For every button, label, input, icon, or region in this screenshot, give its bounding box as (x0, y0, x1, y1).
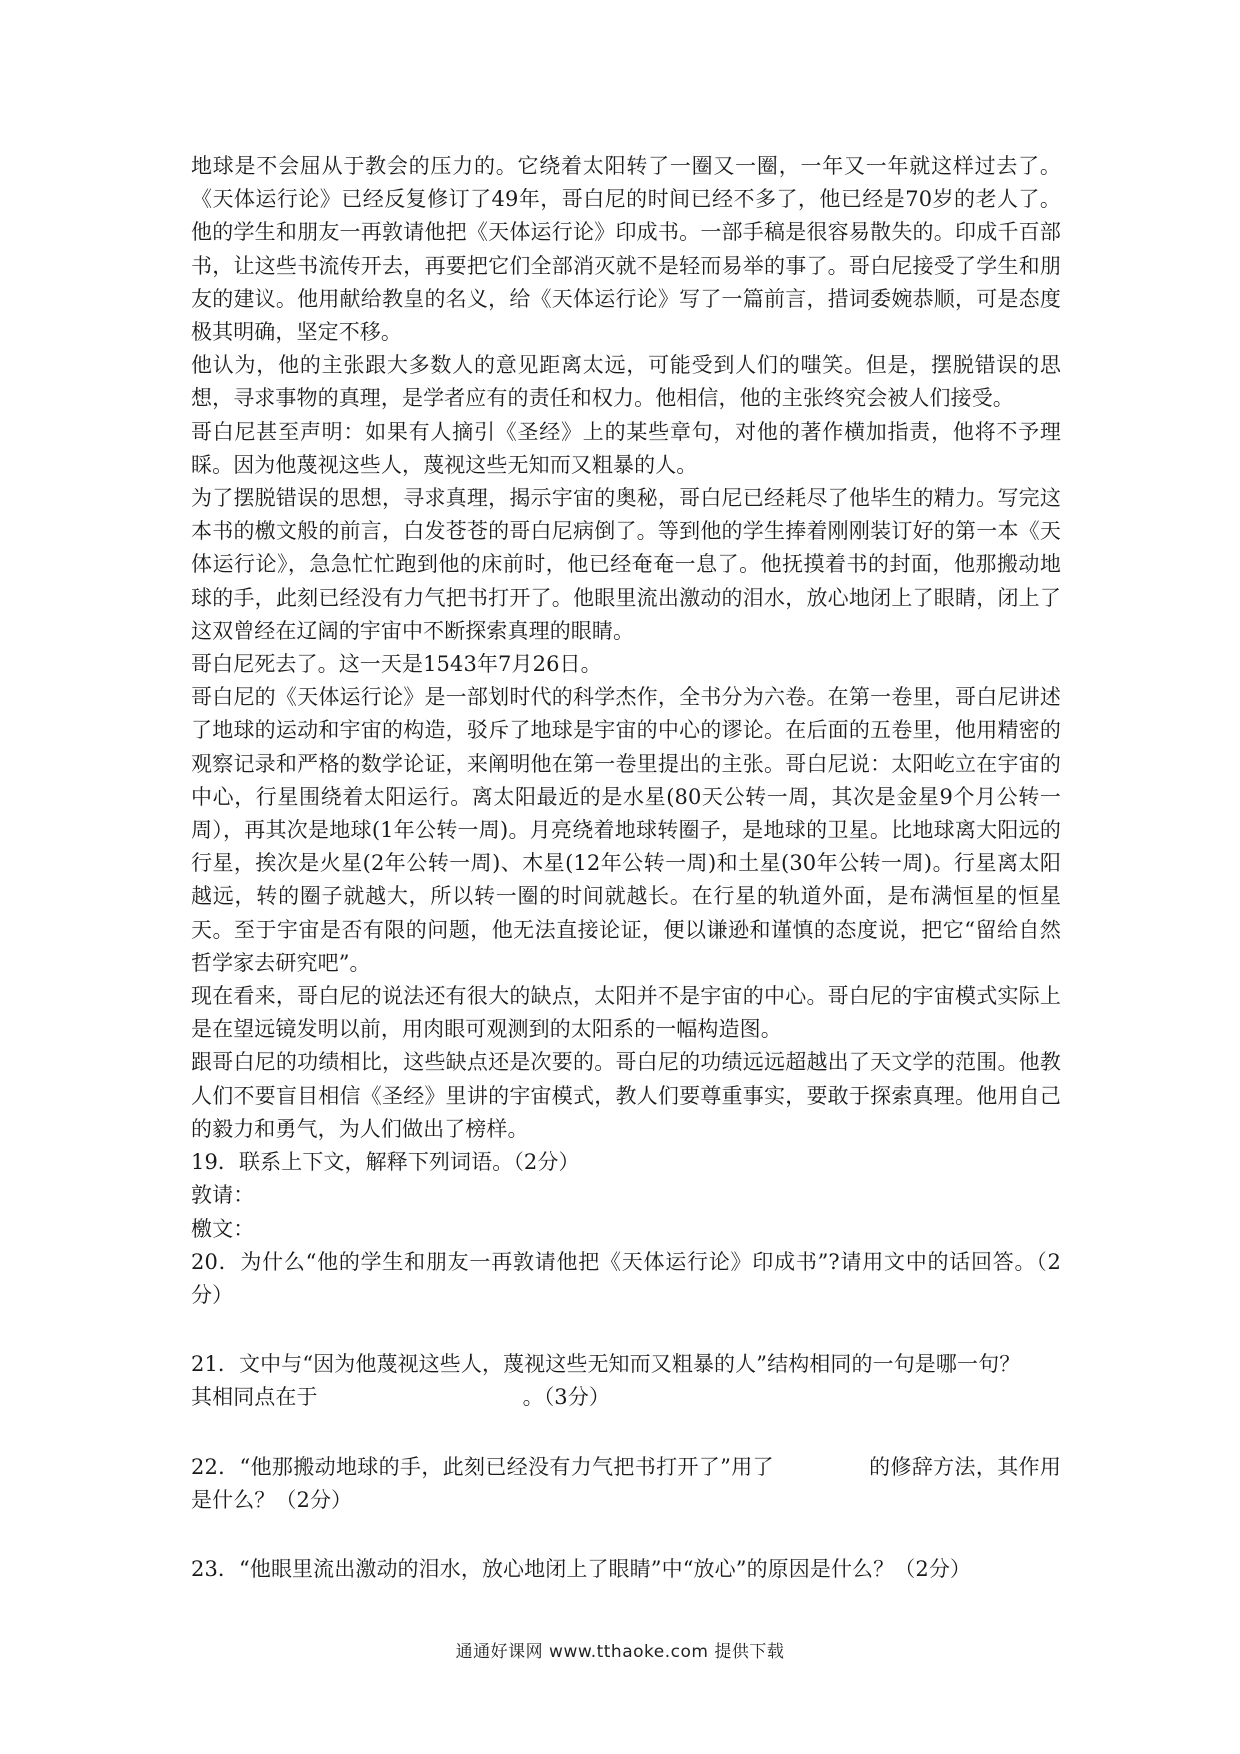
passage-paragraph-3: 哥白尼甚至声明：如果有人摘引《圣经》上的某些章句，对他的著作横加指责，他将不予理睬。因为他蔑视这些人，蔑视这些无知而又粗暴的人。 (191, 419, 1061, 477)
question-23: 23．“他眼里流出激动的泪水，放心地闭上了眼睛”中“放心”的原因是什么？（2分） (191, 1556, 972, 1581)
question-19-term-2: 檄文： (191, 1216, 255, 1241)
question-22 (191, 1451, 1061, 1517)
answer-space (191, 1517, 1061, 1553)
answer-space (191, 1312, 1061, 1348)
question-21-prefix: 其相同点在于 (191, 1385, 318, 1410)
question-21-line-1: 21．文中与“因为他蔑视这些人，蔑视这些无知而又粗暴的人”结构相同的一句是哪一句？ (191, 1352, 1021, 1377)
document-body (191, 150, 1061, 1586)
passage-paragraph-5: 哥白尼死去了。这一天是1543年7月26日。 (191, 652, 602, 677)
question-19: 19．联系上下文，解释下列词语。（2分） (191, 1150, 580, 1175)
passage-paragraph-4: 为了摆脱错误的思想，寻求真理，揭示宇宙的奥秘，哥白尼已经耗尽了他毕生的精力。写完这本书的檄文般的前言，白发苍苍的哥白尼病倒了。等到他的学生捧着刚刚装订好的第一本《天体运行论》，急急忙忙跑到他的床前时，他已经奄奄一息了。他抚摸着书的封面，他那搬动地球的手，此刻已经没有力气把书打开了。他眼里流出激动的泪水，放心地闭上了眼睛，闭上了这双曾经在辽阔的宇宙中不断探索真理的眼睛。 (191, 486, 1061, 643)
passage-paragraph-7: 现在看来，哥白尼的说法还有很大的缺点，太阳并不是宇宙的中心。哥白尼的宇宙模式实际上是在望远镜发明以前，用肉眼可观测到的太阳系的一幅构造图。 (191, 984, 1061, 1042)
question-22-suffix: 的修辞方法，其作用是什么？（2分） (191, 1454, 1061, 1512)
passage-paragraph-2: 他认为，他的主张跟大多数人的意见距离太远，可能受到人们的嗤笑。但是，摆脱错误的思想，寻求事物的真理，是学者应有的责任和权力。他相信，他的主张终究会被人们接受。 (191, 353, 1061, 411)
question-21-line-2 (191, 1381, 1061, 1414)
question-22-prefix: 22．“他那搬动地球的手，此刻已经没有力气把书打开了”用了 (191, 1454, 774, 1479)
answer-space (191, 1415, 1061, 1451)
passage-paragraph-8: 跟哥白尼的功绩相比，这些缺点还是次要的。哥白尼的功绩远远超越出了天文学的范围。他教人们不要盲目相信《圣经》里讲的宇宙模式，教人们要尊重事实，要敢于探索真理。他用自己的毅力和勇气，为人们做出了榜样。 (191, 1050, 1061, 1141)
question-20: 20．为什么“他的学生和朋友一再敦请他把《天体运行论》印成书”?请用文中的话回答。（2分） (191, 1249, 1061, 1307)
question-21-suffix: 。（3分） (522, 1385, 610, 1410)
page-footer: 通通好课网 www.tthaoke.com 提供下载 (455, 1642, 785, 1662)
question-19-term-1: 敦请： (191, 1183, 255, 1208)
passage-paragraph-1: 地球是不会屈从于教会的压力的。它绕着太阳转了一圈又一圈，一年又一年就这样过去了。《天体运行论》已经反复修订了49年，哥白尼的时间已经不多了，他已经是70岁的老人了。他的学生和朋友一再敦请他把《天体运行论》印成书。一部手稿是很容易散失的。印成千百部书，让这些书流传开去，再要把它们全部消灭就不是轻而易举的事了。哥白尼接受了学生和朋友的建议。他用献给教皇的名义，给《天体运行论》写了一篇前言，措词委婉恭顺，可是态度极其明确，坚定不移。 (191, 154, 1061, 345)
passage-paragraph-6: 哥白尼的《天体运行论》是一部划时代的科学杰作，全书分为六卷。在第一卷里，哥白尼讲述了地球的运动和宇宙的构造，驳斥了地球是宇宙的中心的谬论。在后面的五卷里，他用精密的观察记录和严格的数学论证，来阐明他在第一卷里提出的主张。哥白尼说：太阳屹立在宇宙的中心，行星围绕着太阳运行。离太阳最近的是水星(80天公转一周，其次是金星9个月公转一周），再其次是地球(1年公转一周)。月亮绕着地球转圈子，是地球的卫星。比地球离大阳远的行星，挨次是火星(2年公转一周)、木星(12年公转一周)和土星(30年公转一周)。行星离太阳越远，转的圈子就越大，所以转一圈的时间就越长。在行星的轨道外面，是布满恒星的恒星天。至于宇宙是否有限的问题，他无法直接论证，便以谦逊和谨慎的态度说，把它“留给自然哲学家去研究吧”。 (191, 685, 1061, 975)
